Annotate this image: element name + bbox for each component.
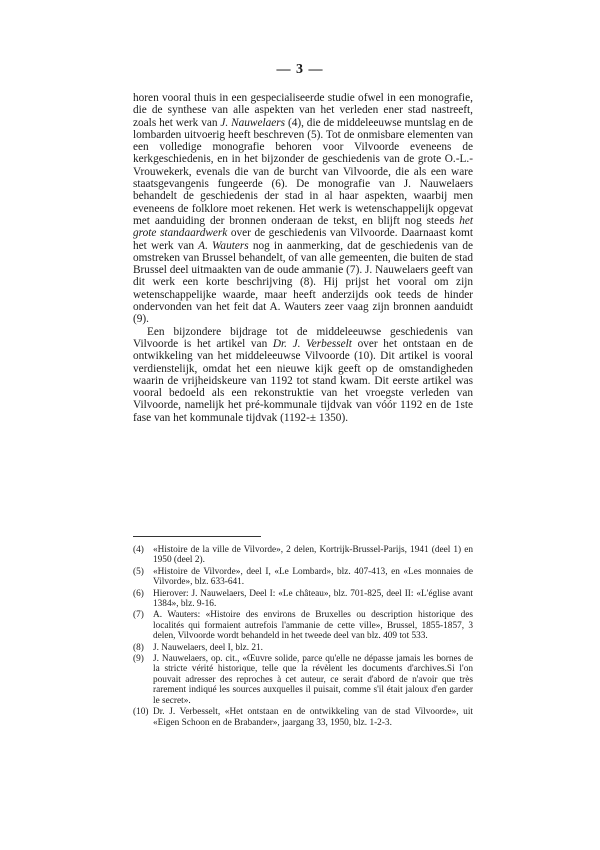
footnote-9 — [133, 654, 473, 706]
footnote-text: Hierover: J. Nauwelaers, Deel I: «Le château», blz. 701-825, deel II: «L'église avant 1384», blz. 9-16. — [153, 588, 473, 610]
italic-standaardwerk: het grote standaardwerk — [133, 214, 473, 240]
footnote-number: (7) — [133, 610, 144, 621]
footnote-4 — [133, 545, 473, 566]
paragraph-1: horen vooral thuis in een gespecialiseerde studie ofwel in een monografie, die de synthese van alle aspekten van het verleden ener stad nastreeft, zoals het werk van J. Nauwelaers (4), die de middeleeuwse muntslag en de lombarden uitvoerig heeft beschreven (5). Tot de onmisbare elementen van een volledige monografie behoren voor Vilvoorde eveneens de kerkgeschiedenis, en in het bijzonder de geschiedenis van de grote O.-L.-Vrouwekerk, evenals die van de burcht van Vilvoorde, die als een ware staatsgevangenis fungeerde (6). De monografie van J. Nauwelaers behandelt de geschiedenis der stad in al haar aspekten, waarbij men eveneens de folklore moet rekenen. Het werk is wetenschappelijk opgevat met aanduiding der bronnen onderaan de tekst, en blijft nog steeds het grote standaardwerk over de geschiedenis van Vilvoorde. Daarnaast komt het werk van A. Wauters nog in aanmerking, dat de geschiedenis van de omstreken van Brussel behandelt, of van alle gemeenten, die buiten de stad Brussel deel uitmaakten van de oude ammanie (7). J. Nauwelaers geeft van dit werk een korte beschrijving (8). Hij prijst het vooral om zijn wetenschappelijke waarde, maar heeft anderzijds ook teeds de hinder ondervonden van het feit dat A. Wauters zeer vaag zijn bronnen aanduidt (9). — [133, 92, 473, 326]
footnote-text: J. Nauwelaers, op. cit., «Œuvre solide, parce qu'elle ne dépasse jamais les bornes de la stricte vérité historique, telle que la révèlent les documents d'archives.Si l'on pouvait adresser des reproches à cet auteur, ce serait d'abord de n'avoir que très rarement indiqué les sources auxquelles il puisait, comme s'il était jaloux d'en garder le secret». — [153, 654, 473, 706]
footnote-number: (8) — [133, 642, 144, 653]
footnote-number: (4) — [133, 545, 144, 555]
footnote-number: (6) — [133, 588, 144, 599]
footnote-10 — [133, 707, 473, 728]
footnote-8 — [133, 643, 473, 653]
footnote-number: (9) — [133, 654, 144, 665]
footnote-number: (5) — [133, 566, 144, 577]
italic-author-nauwelaers: J. Nauwelaers — [220, 116, 286, 129]
body-text — [133, 92, 473, 424]
italic-author-wauters: A. Wauters — [198, 239, 249, 252]
footnote-text: «Histoire de Vilvorde», deel I, «Le Lombard», blz. 407-413, en «Les monnaies de Vilvorde», blz. 633-641. — [153, 566, 473, 588]
footnote-divider — [133, 536, 261, 537]
footnote-number: (10) — [133, 707, 149, 718]
footnote-5 — [133, 567, 473, 588]
footnote-text: A. Wauters: «Histoire des environs de Bruxelles ou description historique des localités qui formaient autrefois l'ammanie de cette ville», Brussel, 1855-1857, 3 delen, Vilvoorde wordt behandeld in het tweede deel van blz. 409 tot 533. — [153, 610, 473, 642]
footnote-text: Dr. J. Verbesselt, «Het ontstaan en de ontwikkeling van de stad Vilvoorde», uit «Eigen Schoon en de Brabander», jaargang 33, 1950, blz. 1-2-3. — [153, 707, 473, 728]
footnotes — [133, 545, 473, 729]
paragraph-2: Een bijzondere bijdrage tot de middeleeuwse geschiedenis van Vilvoorde is het artikel van Dr. J. Verbesselt over het ontstaan en de ontwikkeling van het middeleeuwse Vilvoorde (10). Dit artikel is vooral verdienstelijk, omdat het een nieuwe kijk geeft op de omstandigheden waarin de vrijheidskeure van 1192 tot stand kwam. Dit eerste artikel was vooral bedoeld als een rekonstruktie van het vroegste verleden van Vilvoorde, namelijk het pré-kommunale tijdvak van vóór 1192 en de 1ste fase van het kommunale tijdvak (1192-± 1350). — [133, 325, 473, 424]
footnote-text: J. Nauwelaers, deel I, blz. 21. — [153, 642, 263, 653]
footnote-7 — [133, 610, 473, 641]
page-number: — 3 — — [276, 62, 324, 77]
italic-author-verbesselt: Dr. J. Verbesselt — [272, 337, 352, 350]
footnote-text: «Histoire de la ville de Vilvorde», 2 delen, Kortrijk-Brussel-Parijs, 1941 (deel 1) en 1950 (deel 2). — [153, 545, 473, 566]
footnote-6 — [133, 589, 473, 610]
